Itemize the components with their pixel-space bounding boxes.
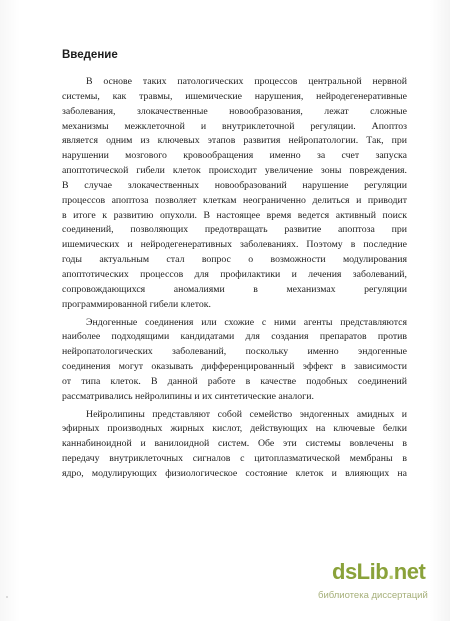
text-line: передачу внутриклеточных сигналов с цитоплазматической мембраны в (62, 453, 407, 465)
text-line: В случае злокачественных новообразований нарушение регуляции (62, 179, 407, 191)
text-line: эфирных производных жирных кислот, действующих на ключевые белки (62, 423, 407, 435)
text-line: соединений, позволяющих предотвращать развитие апоптоза при (62, 224, 407, 236)
paragraph-1 (62, 75, 407, 313)
text-line: механизмы межклеточной и внутриклеточной регуляции. Апоптоз (62, 120, 407, 132)
dslib-logo (332, 559, 425, 585)
text-line: В основе таких патологических процессов центральной нервной (86, 76, 407, 87)
text-line: является одним из ключевых этапов развития нейропатологии. Так, при (62, 135, 407, 147)
text-line: Нейролипины представляют собой семейство эндогенных амидных и (86, 408, 407, 420)
text-line: апоптотических процессов для профилактики и лечения заболеваний, (62, 268, 407, 280)
body-text (62, 75, 407, 485)
text-line: годы актуальным стал вопрос о возможности модулирования (62, 254, 407, 266)
text-line: нарушении мозгового кровообращения именно за счет запуска (62, 150, 407, 162)
text-line: рассматривались нейролипины и их синтетические аналоги. (62, 390, 314, 402)
text-line: наиболее подходящими кандидатами для создания препаратов против (62, 331, 407, 343)
logo-dot: . (388, 559, 394, 584)
text-line: апоптотической гибели клеток происходит увеличение зоны повреждения. (62, 165, 407, 177)
logo-main-text: dsLib (332, 559, 389, 584)
scan-speck (6, 596, 8, 598)
text-line: заболевания, злокачественные новообразования, лежат сложные (62, 105, 407, 117)
watermark-subtitle: библиотека диссертаций (318, 590, 428, 601)
paragraph-3 (62, 408, 407, 482)
text-line: Эндогенные соединения или схожие с ними агенты представляются (86, 316, 407, 328)
text-line: сопровождающихся аномалиями в механизмах регуляции (62, 283, 407, 295)
text-line: процессов апоптоза позволяет клеткам неограниченно делиться и приводит (62, 194, 407, 206)
text-line: системы, как травмы, ишемические нарушения, нейродегенеративные (62, 90, 407, 102)
text-line: от типа клеток. В данной работе в качестве подобных соединений (62, 375, 407, 387)
text-line: каннабиноидной и ванилоидной систем. Обе эти системы вовлечены в (62, 438, 407, 450)
text-line: программированной гибели клеток. (62, 298, 211, 310)
text-line: ядро, модулирующих физиологическое состояние клеток и влияющих на (62, 467, 407, 479)
logo-tld-text: net (393, 559, 426, 584)
text-line: нейропатологических заболеваний, поскольку именно эндогенные (62, 346, 407, 358)
watermark-logo (318, 559, 438, 611)
section-heading: Введение (62, 49, 118, 61)
text-line: в итоге к развитию опухоли. В настоящее время ведется активный поиск (62, 209, 407, 221)
text-line: соединения могут оказывать дифференцированный эффект в зависимости (62, 361, 407, 373)
paragraph-2 (62, 316, 407, 405)
text-line: ишемических и нейродегенеративных заболеваниях. Поэтому в последние (62, 239, 407, 251)
